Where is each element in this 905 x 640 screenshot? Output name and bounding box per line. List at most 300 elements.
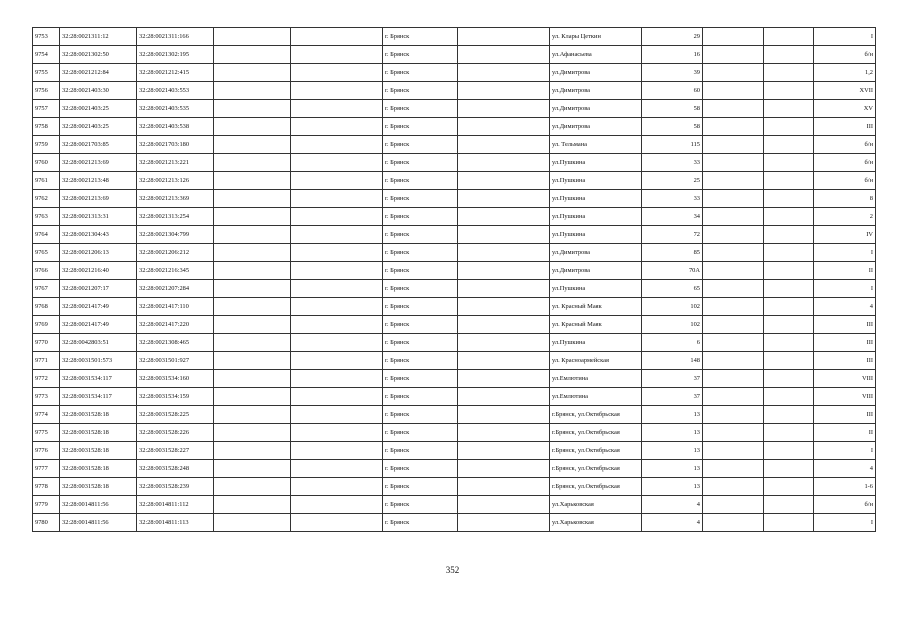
cell-cadastral-parcel-number: 32:28:0031528:18 [60,460,137,478]
cell-cadastral-parcel-number: 32:28:0031528:18 [60,424,137,442]
cell-blank-column-11 [764,478,814,496]
cell-premises-number: I [814,514,876,532]
cell-row-index: 9779 [33,496,60,514]
cell-cadastral-parcel-number: 32:28:0021213:69 [60,190,137,208]
cell-premises-number: б/н [814,136,876,154]
table-row [33,370,876,388]
cell-row-index: 9768 [33,298,60,316]
cell-city: г. Брянск [383,28,458,46]
cell-blank-column-10 [703,496,764,514]
cell-street: г.Брянск, ул.Октябрьская [550,406,642,424]
cell-house-number: 58 [642,100,703,118]
table-row [33,406,876,424]
cell-premises-number: 4 [814,298,876,316]
cell-premises-number: 8 [814,190,876,208]
cell-blank-column-4 [214,298,291,316]
cell-street: г.Брянск, ул.Октябрьская [550,460,642,478]
cell-blank-column-7 [458,442,550,460]
cell-house-number: 16 [642,46,703,64]
cell-blank-column-7 [458,154,550,172]
cell-city: г. Брянск [383,82,458,100]
cell-street: ул.Пушкина [550,334,642,352]
cell-blank-column-7 [458,172,550,190]
cell-street: ул.Емлютина [550,388,642,406]
cell-city: г. Брянск [383,298,458,316]
cell-street: ул. Красный Маяк [550,316,642,334]
cell-blank-column-4 [214,316,291,334]
cell-premises-number: III [814,352,876,370]
cell-blank-column-4 [214,118,291,136]
cell-blank-column-7 [458,370,550,388]
cell-blank-column-5 [291,496,383,514]
cell-row-index: 9758 [33,118,60,136]
cell-row-index: 9773 [33,388,60,406]
cell-house-number: 33 [642,154,703,172]
cell-blank-column-10 [703,298,764,316]
cell-blank-column-4 [214,46,291,64]
cell-blank-column-7 [458,244,550,262]
cell-premises-number: III [814,406,876,424]
cell-city: г. Брянск [383,154,458,172]
cell-city: г. Брянск [383,172,458,190]
cell-blank-column-10 [703,172,764,190]
cell-blank-column-7 [458,460,550,478]
cell-premises-number: VIII [814,388,876,406]
cell-cadastral-object-number: 32:28:0021417:110 [137,298,214,316]
cell-cadastral-parcel-number: 32:28:0021212:84 [60,64,137,82]
cell-city: г. Брянск [383,370,458,388]
cell-cadastral-parcel-number: 32:28:0031528:18 [60,478,137,496]
cell-blank-column-5 [291,352,383,370]
cell-blank-column-4 [214,244,291,262]
cell-blank-column-11 [764,496,814,514]
cell-blank-column-5 [291,154,383,172]
cell-blank-column-4 [214,190,291,208]
cell-premises-number: II [814,424,876,442]
cell-cadastral-parcel-number: 32:28:0042803:51 [60,334,137,352]
cell-blank-column-11 [764,208,814,226]
cell-blank-column-10 [703,28,764,46]
cell-blank-column-11 [764,64,814,82]
cell-house-number: 6 [642,334,703,352]
cell-cadastral-parcel-number: 32:28:0021403:25 [60,118,137,136]
cell-premises-number: VIII [814,370,876,388]
cell-cadastral-object-number: 32:28:0031528:225 [137,406,214,424]
cell-blank-column-10 [703,244,764,262]
cell-blank-column-11 [764,406,814,424]
cell-street: ул.Димитрова [550,100,642,118]
table-row [33,280,876,298]
cell-blank-column-4 [214,28,291,46]
cell-blank-column-4 [214,136,291,154]
cell-city: г. Брянск [383,460,458,478]
cell-street: ул.Афанасьева [550,46,642,64]
cell-cadastral-parcel-number: 32:28:0021417:49 [60,316,137,334]
cell-street: ул. Клары Цеткин [550,28,642,46]
cell-street: ул.Емлютина [550,370,642,388]
cell-blank-column-7 [458,226,550,244]
cell-blank-column-7 [458,316,550,334]
table-row [33,262,876,280]
cell-blank-column-10 [703,442,764,460]
cell-blank-column-4 [214,442,291,460]
cell-blank-column-5 [291,136,383,154]
cell-cadastral-object-number: 32:28:0021216:345 [137,262,214,280]
cell-blank-column-5 [291,226,383,244]
cell-premises-number: б/н [814,172,876,190]
cell-city: г. Брянск [383,478,458,496]
cell-blank-column-5 [291,280,383,298]
cell-blank-column-10 [703,262,764,280]
cell-blank-column-5 [291,82,383,100]
cell-blank-column-10 [703,370,764,388]
table-row [33,118,876,136]
cell-house-number: 37 [642,370,703,388]
cell-blank-column-10 [703,316,764,334]
cell-row-index: 9770 [33,334,60,352]
cell-blank-column-11 [764,370,814,388]
cell-blank-column-7 [458,262,550,280]
cell-row-index: 9759 [33,136,60,154]
cell-blank-column-10 [703,514,764,532]
cell-street: г.Брянск, ул.Октябрьская [550,442,642,460]
cell-city: г. Брянск [383,514,458,532]
table-row [33,514,876,532]
table-row [33,28,876,46]
cell-blank-column-4 [214,226,291,244]
cell-cadastral-object-number: 32:28:0021403:553 [137,82,214,100]
cell-premises-number: III [814,316,876,334]
cell-blank-column-11 [764,388,814,406]
cell-cadastral-parcel-number: 32:28:0021703:85 [60,136,137,154]
cell-blank-column-10 [703,136,764,154]
cell-blank-column-5 [291,118,383,136]
cell-premises-number: б/н [814,154,876,172]
cell-premises-number: 4 [814,460,876,478]
table-row [33,478,876,496]
cell-house-number: 29 [642,28,703,46]
cell-blank-column-10 [703,334,764,352]
registry-table [32,27,876,532]
cell-cadastral-object-number: 32:28:0021403:535 [137,100,214,118]
cell-cadastral-parcel-number: 32:28:0021213:69 [60,154,137,172]
cell-blank-column-5 [291,64,383,82]
cell-blank-column-11 [764,316,814,334]
cell-blank-column-7 [458,352,550,370]
cell-blank-column-10 [703,154,764,172]
cell-blank-column-10 [703,280,764,298]
cell-cadastral-object-number: 32:28:0021313:254 [137,208,214,226]
cell-cadastral-parcel-number: 32:28:0021403:30 [60,82,137,100]
cell-blank-column-10 [703,118,764,136]
cell-cadastral-object-number: 32:28:0021212:415 [137,64,214,82]
cell-blank-column-4 [214,424,291,442]
cell-blank-column-4 [214,352,291,370]
cell-blank-column-7 [458,136,550,154]
cell-street: ул.Пушкина [550,154,642,172]
cell-house-number: 25 [642,172,703,190]
cell-premises-number: I [814,28,876,46]
cell-blank-column-5 [291,388,383,406]
cell-cadastral-parcel-number: 32:28:0021417:49 [60,298,137,316]
cell-cadastral-parcel-number: 32:28:0031534:117 [60,388,137,406]
cell-street: ул. Красноармейская [550,352,642,370]
cell-cadastral-object-number: 32:28:0021311:166 [137,28,214,46]
cell-row-index: 9760 [33,154,60,172]
cell-street: ул.Димитрова [550,262,642,280]
cell-premises-number: IV [814,226,876,244]
cell-blank-column-4 [214,280,291,298]
cell-row-index: 9771 [33,352,60,370]
cell-cadastral-parcel-number: 32:28:0021403:25 [60,100,137,118]
cell-street: ул. Тельмана [550,136,642,154]
cell-blank-column-4 [214,64,291,82]
cell-cadastral-object-number: 32:28:0014811:113 [137,514,214,532]
cell-city: г. Брянск [383,244,458,262]
cell-cadastral-parcel-number: 32:28:0021304:43 [60,226,137,244]
cell-blank-column-10 [703,190,764,208]
table-row [33,496,876,514]
cell-blank-column-4 [214,388,291,406]
cell-street: ул.Пушкина [550,226,642,244]
cell-street: ул.Харьковская [550,496,642,514]
cell-blank-column-11 [764,334,814,352]
cell-blank-column-11 [764,514,814,532]
cell-city: г. Брянск [383,406,458,424]
cell-blank-column-4 [214,478,291,496]
cell-premises-number: I [814,280,876,298]
cell-blank-column-11 [764,226,814,244]
cell-blank-column-7 [458,190,550,208]
table-row [33,298,876,316]
cell-blank-column-4 [214,370,291,388]
cell-premises-number: 1,2 [814,64,876,82]
cell-row-index: 9762 [33,190,60,208]
cell-row-index: 9769 [33,316,60,334]
cell-house-number: 37 [642,388,703,406]
cell-blank-column-5 [291,424,383,442]
cell-row-index: 9780 [33,514,60,532]
cell-blank-column-10 [703,406,764,424]
table-row [33,46,876,64]
cell-street: г.Брянск, ул.Октябрьская [550,424,642,442]
cell-blank-column-11 [764,262,814,280]
cell-city: г. Брянск [383,496,458,514]
cell-street: ул.Пушкина [550,280,642,298]
cell-cadastral-object-number: 32:28:0031534:160 [137,370,214,388]
cell-blank-column-7 [458,64,550,82]
cell-blank-column-5 [291,334,383,352]
cell-cadastral-parcel-number: 32:28:0021302:50 [60,46,137,64]
cell-blank-column-7 [458,280,550,298]
cell-blank-column-10 [703,82,764,100]
cell-city: г. Брянск [383,100,458,118]
cell-premises-number: 2 [814,208,876,226]
cell-blank-column-11 [764,100,814,118]
table-row [33,244,876,262]
cell-premises-number: III [814,334,876,352]
cell-cadastral-parcel-number: 32:28:0031534:117 [60,370,137,388]
cell-row-index: 9772 [33,370,60,388]
cell-house-number: 4 [642,496,703,514]
cell-city: г. Брянск [383,226,458,244]
cell-cadastral-object-number: 32:28:0021302:195 [137,46,214,64]
cell-cadastral-object-number: 32:28:0031528:227 [137,442,214,460]
cell-cadastral-object-number: 32:28:0021207:284 [137,280,214,298]
cell-blank-column-5 [291,442,383,460]
cell-blank-column-5 [291,478,383,496]
cell-blank-column-11 [764,28,814,46]
cell-city: г. Брянск [383,280,458,298]
registry-table-body [33,28,876,532]
cell-premises-number: б/н [814,46,876,64]
cell-blank-column-4 [214,262,291,280]
cell-city: г. Брянск [383,388,458,406]
cell-blank-column-5 [291,100,383,118]
cell-city: г. Брянск [383,424,458,442]
cell-blank-column-7 [458,496,550,514]
cell-blank-column-7 [458,298,550,316]
cell-blank-column-4 [214,172,291,190]
cell-cadastral-object-number: 32:28:0021703:180 [137,136,214,154]
cell-cadastral-object-number: 32:28:0021308:465 [137,334,214,352]
cell-blank-column-10 [703,388,764,406]
table-row [33,64,876,82]
cell-city: г. Брянск [383,46,458,64]
cell-house-number: 60 [642,82,703,100]
cell-premises-number: XVII [814,82,876,100]
cell-city: г. Брянск [383,442,458,460]
cell-blank-column-7 [458,100,550,118]
cell-house-number: 85 [642,244,703,262]
table-row [33,316,876,334]
cell-cadastral-object-number: 32:28:0031534:159 [137,388,214,406]
cell-row-index: 9761 [33,172,60,190]
cell-cadastral-object-number: 32:28:0031528:239 [137,478,214,496]
page-number: 352 [445,565,460,575]
cell-blank-column-5 [291,172,383,190]
cell-cadastral-parcel-number: 32:28:0021207:17 [60,280,137,298]
cell-blank-column-11 [764,280,814,298]
cell-blank-column-10 [703,208,764,226]
cell-house-number: 58 [642,118,703,136]
cell-street: ул.Димитрова [550,64,642,82]
cell-blank-column-10 [703,352,764,370]
cell-row-index: 9763 [33,208,60,226]
cell-city: г. Брянск [383,136,458,154]
cell-row-index: 9778 [33,478,60,496]
cell-blank-column-11 [764,244,814,262]
cell-blank-column-11 [764,154,814,172]
cell-blank-column-11 [764,352,814,370]
cell-blank-column-4 [214,496,291,514]
table-row [33,460,876,478]
cell-cadastral-parcel-number: 32:28:0021313:31 [60,208,137,226]
cell-street: ул.Димитрова [550,244,642,262]
cell-premises-number: I [814,244,876,262]
cell-street: г.Брянск, ул.Октябрьская [550,478,642,496]
cell-row-index: 9776 [33,442,60,460]
cell-house-number: 13 [642,424,703,442]
cell-blank-column-5 [291,514,383,532]
table-row [33,190,876,208]
cell-blank-column-7 [458,118,550,136]
cell-cadastral-object-number: 32:28:0021213:221 [137,154,214,172]
cell-cadastral-parcel-number: 32:28:0021213:48 [60,172,137,190]
cell-blank-column-5 [291,262,383,280]
cell-premises-number: II [814,262,876,280]
cell-blank-column-5 [291,460,383,478]
cell-blank-column-7 [458,334,550,352]
cell-house-number: 13 [642,460,703,478]
cell-house-number: 34 [642,208,703,226]
cell-blank-column-11 [764,136,814,154]
cell-blank-column-11 [764,82,814,100]
cell-blank-column-5 [291,190,383,208]
cell-row-index: 9754 [33,46,60,64]
cell-blank-column-4 [214,514,291,532]
cell-blank-column-11 [764,46,814,64]
cell-blank-column-5 [291,46,383,64]
cell-blank-column-7 [458,424,550,442]
cell-cadastral-object-number: 32:28:0021417:220 [137,316,214,334]
cell-blank-column-5 [291,298,383,316]
cell-blank-column-7 [458,406,550,424]
cell-blank-column-10 [703,46,764,64]
cell-house-number: 13 [642,442,703,460]
cell-blank-column-11 [764,298,814,316]
cell-street: ул.Димитрова [550,118,642,136]
cell-house-number: 65 [642,280,703,298]
cell-blank-column-4 [214,460,291,478]
cell-blank-column-11 [764,190,814,208]
cell-house-number: 115 [642,136,703,154]
cell-row-index: 9774 [33,406,60,424]
cell-city: г. Брянск [383,352,458,370]
cell-blank-column-7 [458,82,550,100]
cell-cadastral-object-number: 32:28:0031528:226 [137,424,214,442]
table-row [33,154,876,172]
cell-blank-column-11 [764,118,814,136]
cell-blank-column-7 [458,388,550,406]
cell-city: г. Брянск [383,262,458,280]
cell-blank-column-4 [214,100,291,118]
table-row [33,100,876,118]
cell-blank-column-4 [214,406,291,424]
cell-blank-column-10 [703,424,764,442]
cell-house-number: 39 [642,64,703,82]
cell-cadastral-parcel-number: 32:28:0014811:56 [60,514,137,532]
cell-blank-column-5 [291,370,383,388]
cell-premises-number: б/н [814,496,876,514]
table-row [33,388,876,406]
cell-city: г. Брянск [383,64,458,82]
cell-blank-column-10 [703,226,764,244]
cell-blank-column-11 [764,460,814,478]
cell-house-number: 70А [642,262,703,280]
cell-cadastral-object-number: 32:28:0014811:112 [137,496,214,514]
table-row [33,226,876,244]
cell-row-index: 9756 [33,82,60,100]
table-row [33,82,876,100]
cell-house-number: 148 [642,352,703,370]
cell-premises-number: I [814,442,876,460]
cell-blank-column-11 [764,442,814,460]
table-row [33,136,876,154]
cell-row-index: 9766 [33,262,60,280]
cell-city: г. Брянск [383,190,458,208]
cell-blank-column-5 [291,316,383,334]
